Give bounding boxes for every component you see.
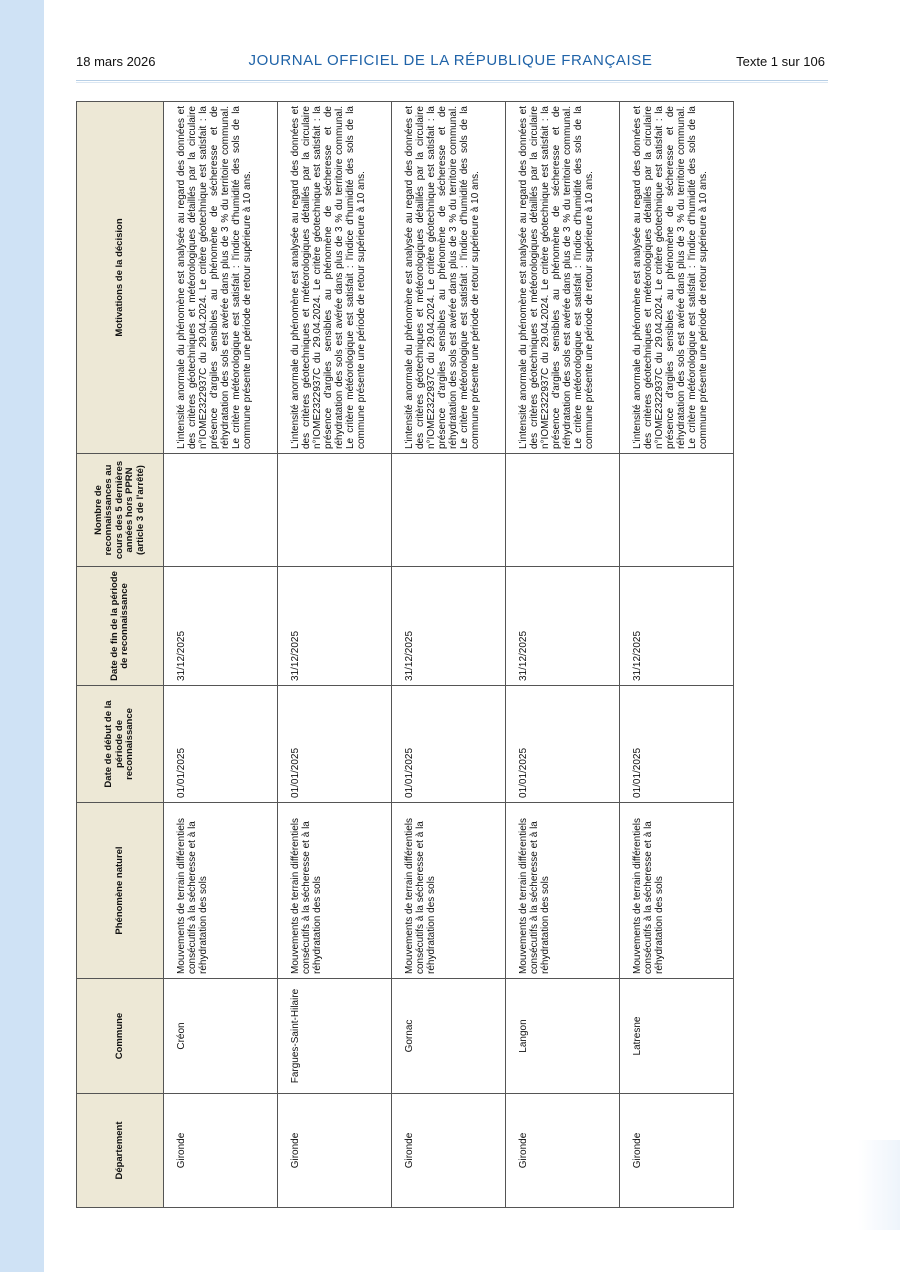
cell-motivation: L'intensité anormale du phénomène est analysée au regard des données et des critères géotechniques et météorologiques détaillés par la circulaire n°IOME2322937C du 29.04.2024. Le critère géotechnique est satisfait : la présence d'argiles sensibles au phénomène de sécheresse et de réhydratation des sols est avérée dans plus de 3 % du territoire communal. Le critère météorologique est satisfait : l'indice d'humidité des sols de la commune présente une période de retour supérieure à 10 ans. xyxy=(164,102,278,454)
col-header-motivations: Motivations de la décision xyxy=(77,102,164,454)
col-header-nombre: Nombre de reconnaissances au cours des 5 dernières années hors PPRN (article 3 de l'arrêté) xyxy=(77,454,164,567)
col-header-departement: Département xyxy=(77,1094,164,1208)
right-margin-fade xyxy=(858,1140,900,1230)
table-header-row xyxy=(77,102,164,1208)
cell-commune: Langon xyxy=(506,979,620,1094)
cell-departement: Gironde xyxy=(506,1094,620,1208)
page-indicator: Texte 1 sur 106 xyxy=(736,54,825,69)
cell-date-debut: 01/01/2025 xyxy=(620,686,734,803)
page-header xyxy=(76,50,825,74)
col-header-phenomene: Phénomène naturel xyxy=(77,803,164,979)
cell-phenomene: Mouvements de terrain différentiels consécutifs à la sécheresse et à la réhydratation des sols xyxy=(506,803,620,979)
header-rule-secondary xyxy=(76,82,828,83)
cell-commune: Fargues-Saint-Hilaire xyxy=(278,979,392,1094)
table-row xyxy=(392,102,506,1208)
cell-date-fin: 31/12/2025 xyxy=(164,567,278,686)
cell-motivation: L'intensité anormale du phénomène est analysée au regard des données et des critères géotechniques et météorologiques détaillés par la circulaire n°IOME2322937C du 29.04.2024. Le critère géotechnique est satisfait : la présence d'argiles sensibles au phénomène de sécheresse et de réhydratation des sols est avérée dans plus de 3 % du territoire communal. Le critère météorologique est satisfait : l'indice d'humidité des sols de la commune présente une période de retour supérieure à 10 ans. xyxy=(620,102,734,454)
cell-nombre xyxy=(620,454,734,567)
publication-date: 18 mars 2026 xyxy=(76,54,156,69)
cell-departement: Gironde xyxy=(620,1094,734,1208)
cell-nombre xyxy=(392,454,506,567)
cell-nombre xyxy=(164,454,278,567)
recognition-table xyxy=(76,101,734,1208)
cell-phenomene: Mouvements de terrain différentiels consécutifs à la sécheresse et à la réhydratation des sols xyxy=(620,803,734,979)
cell-commune: Latresne xyxy=(620,979,734,1094)
cell-motivation: L'intensité anormale du phénomène est analysée au regard des données et des critères géotechniques et météorologiques détaillés par la circulaire n°IOME2322937C du 29.04.2024. Le critère géotechnique est satisfait : la présence d'argiles sensibles au phénomène de sécheresse et de réhydratation des sols est avérée dans plus de 3 % du territoire communal. Le critère météorologique est satisfait : l'indice d'humidité des sols de la commune présente une période de retour supérieure à 10 ans. xyxy=(392,102,506,454)
table-row xyxy=(620,102,734,1208)
cell-commune: Créon xyxy=(164,979,278,1094)
col-header-commune: Commune xyxy=(77,979,164,1094)
table-row xyxy=(164,102,278,1208)
cell-date-fin: 31/12/2025 xyxy=(506,567,620,686)
cell-nombre xyxy=(278,454,392,567)
left-margin-band xyxy=(0,0,44,1272)
cell-phenomene: Mouvements de terrain différentiels consécutifs à la sécheresse et à la réhydratation des sols xyxy=(278,803,392,979)
cell-phenomene: Mouvements de terrain différentiels consécutifs à la sécheresse et à la réhydratation des sols xyxy=(164,803,278,979)
cell-departement: Gironde xyxy=(278,1094,392,1208)
cell-date-debut: 01/01/2025 xyxy=(278,686,392,803)
cell-phenomene: Mouvements de terrain différentiels consécutifs à la sécheresse et à la réhydratation des sols xyxy=(392,803,506,979)
table-row xyxy=(278,102,392,1208)
cell-date-fin: 31/12/2025 xyxy=(620,567,734,686)
cell-motivation: L'intensité anormale du phénomène est analysée au regard des données et des critères géotechniques et météorologiques détaillés par la circulaire n°IOME2322937C du 29.04.2024. Le critère géotechnique est satisfait : la présence d'argiles sensibles au phénomène de sécheresse et de réhydratation des sols est avérée dans plus de 3 % du territoire communal. Le critère météorologique est satisfait : l'indice d'humidité des sols de la commune présente une période de retour supérieure à 10 ans. xyxy=(506,102,620,454)
cell-date-debut: 01/01/2025 xyxy=(506,686,620,803)
cell-date-debut: 01/01/2025 xyxy=(164,686,278,803)
header-rule xyxy=(76,80,828,81)
cell-departement: Gironde xyxy=(164,1094,278,1208)
cell-date-fin: 31/12/2025 xyxy=(392,567,506,686)
cell-date-debut: 01/01/2025 xyxy=(392,686,506,803)
table-row xyxy=(506,102,620,1208)
col-header-date-fin: Date de fin de la période de reconnaissance xyxy=(77,567,164,686)
cell-motivation: L'intensité anormale du phénomène est analysée au regard des données et des critères géotechniques et météorologiques détaillés par la circulaire n°IOME2322937C du 29.04.2024. Le critère géotechnique est satisfait : la présence d'argiles sensibles au phénomène de sécheresse et de réhydratation des sols est avérée dans plus de 3 % du territoire communal. Le critère météorologique est satisfait : l'indice d'humidité des sols de la commune présente une période de retour supérieure à 10 ans. xyxy=(278,102,392,454)
journal-title: JOURNAL OFFICIEL DE LA RÉPUBLIQUE FRANÇAISE xyxy=(248,52,653,69)
cell-departement: Gironde xyxy=(392,1094,506,1208)
cell-nombre xyxy=(506,454,620,567)
rotated-table-container xyxy=(76,102,734,1208)
cell-date-fin: 31/12/2025 xyxy=(278,567,392,686)
col-header-date-debut: Date de début de la période de reconnaissance xyxy=(77,686,164,803)
cell-commune: Gornac xyxy=(392,979,506,1094)
